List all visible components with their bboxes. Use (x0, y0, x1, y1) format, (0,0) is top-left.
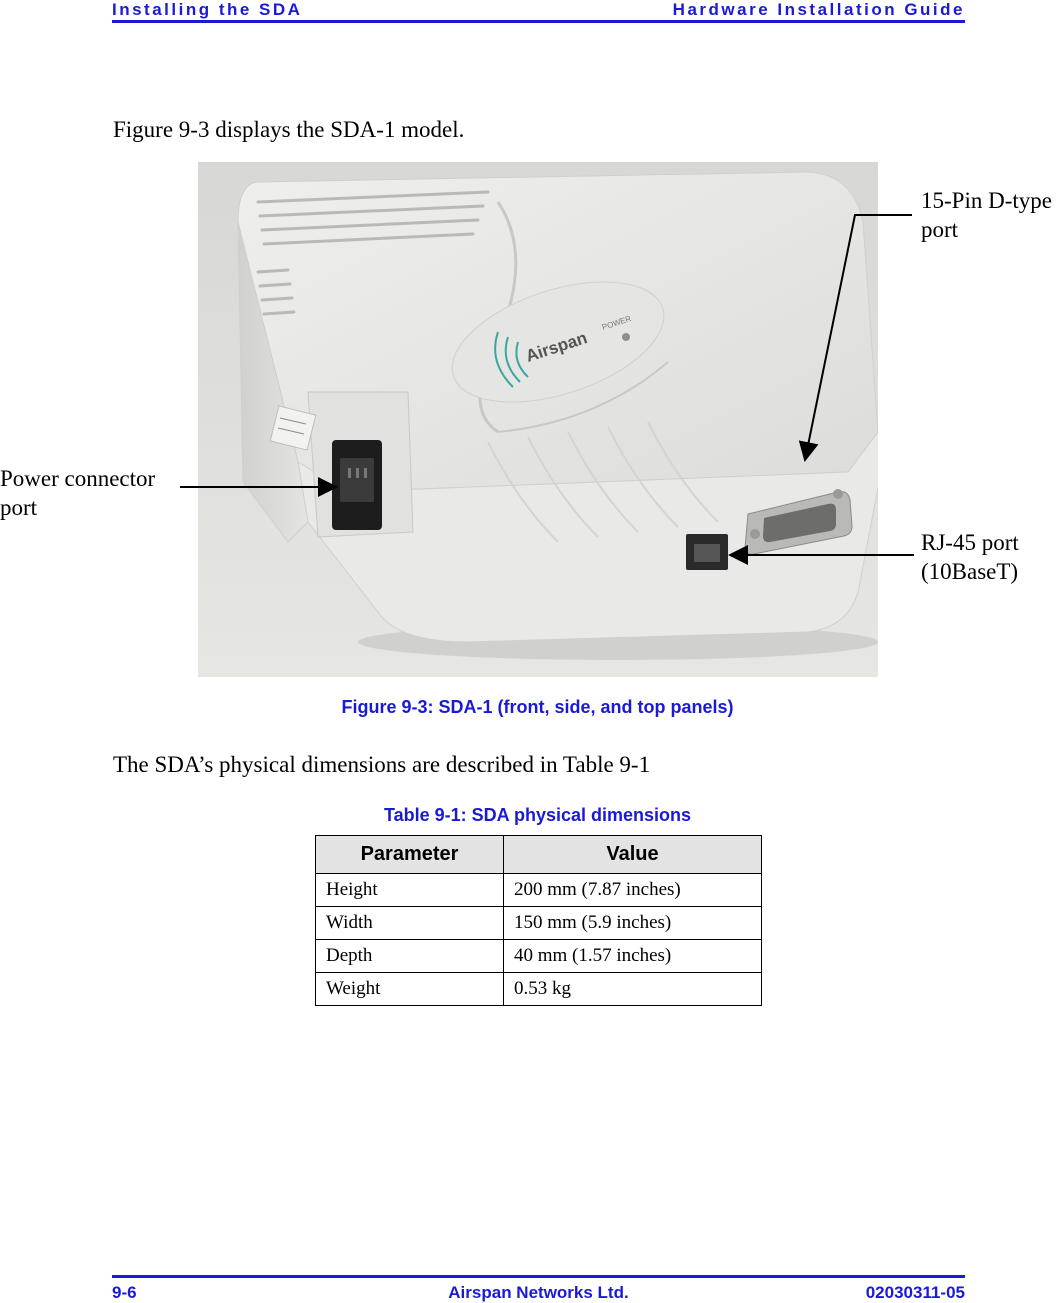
rj45-callout (921, 528, 1019, 586)
dimensions-paragraph: The SDA’s physical dimensions are described in Table 9-1 (113, 752, 651, 777)
intro-paragraph: Figure 9-3 displays the SDA-1 model. (113, 117, 465, 142)
rj45-callout-line2: (10BaseT) (921, 559, 1019, 584)
table-row (316, 973, 762, 1006)
table-cell: Width (316, 907, 504, 940)
table-cell: 200 mm (7.87 inches) (504, 874, 762, 907)
table-cell: Depth (316, 940, 504, 973)
footer-doc-number: 02030311-05 (865, 1283, 965, 1302)
dtype-callout-line2: port (921, 217, 959, 242)
table-cell: 40 mm (1.57 inches) (504, 940, 762, 973)
power-callout-line1: Power connector (0, 466, 156, 491)
power-callout-line2: port (0, 495, 38, 520)
table-cell: 0.53 kg (504, 973, 762, 1006)
table-row (316, 940, 762, 973)
dtype-callout-line1: 15-Pin D-type (921, 188, 1052, 213)
dtype-callout (921, 186, 1052, 244)
power-led-label: POWER (600, 313, 633, 332)
table-cell: Weight (316, 973, 504, 1006)
power-callout (0, 464, 155, 522)
dtype-callout-line (805, 215, 912, 460)
figure-caption: Figure 9-3: SDA-1 (front, side, and top panels) (341, 697, 734, 717)
rj45-callout-line1: RJ-45 port (921, 530, 1019, 555)
table-row (316, 874, 762, 907)
table-row (316, 907, 762, 940)
column-header-parameter: Parameter (316, 836, 504, 874)
table-caption: Table 9-1: SDA physical dimensions (383, 805, 692, 825)
footer-company: Airspan Networks Ltd. (448, 1283, 629, 1302)
column-header-value: Value (504, 836, 762, 874)
footer-rule (112, 1275, 965, 1278)
running-header-left: Installing the SDA (112, 0, 303, 19)
footer-page-number: 9-6 (112, 1283, 137, 1302)
dimensions-table (315, 835, 762, 1006)
table-cell: 150 mm (5.9 inches) (504, 907, 762, 940)
device-logo-text: Airspan (523, 328, 590, 366)
table-cell: Height (316, 874, 504, 907)
table-header-row (316, 836, 762, 874)
running-header-right: Hardware Installation Guide (672, 0, 965, 19)
